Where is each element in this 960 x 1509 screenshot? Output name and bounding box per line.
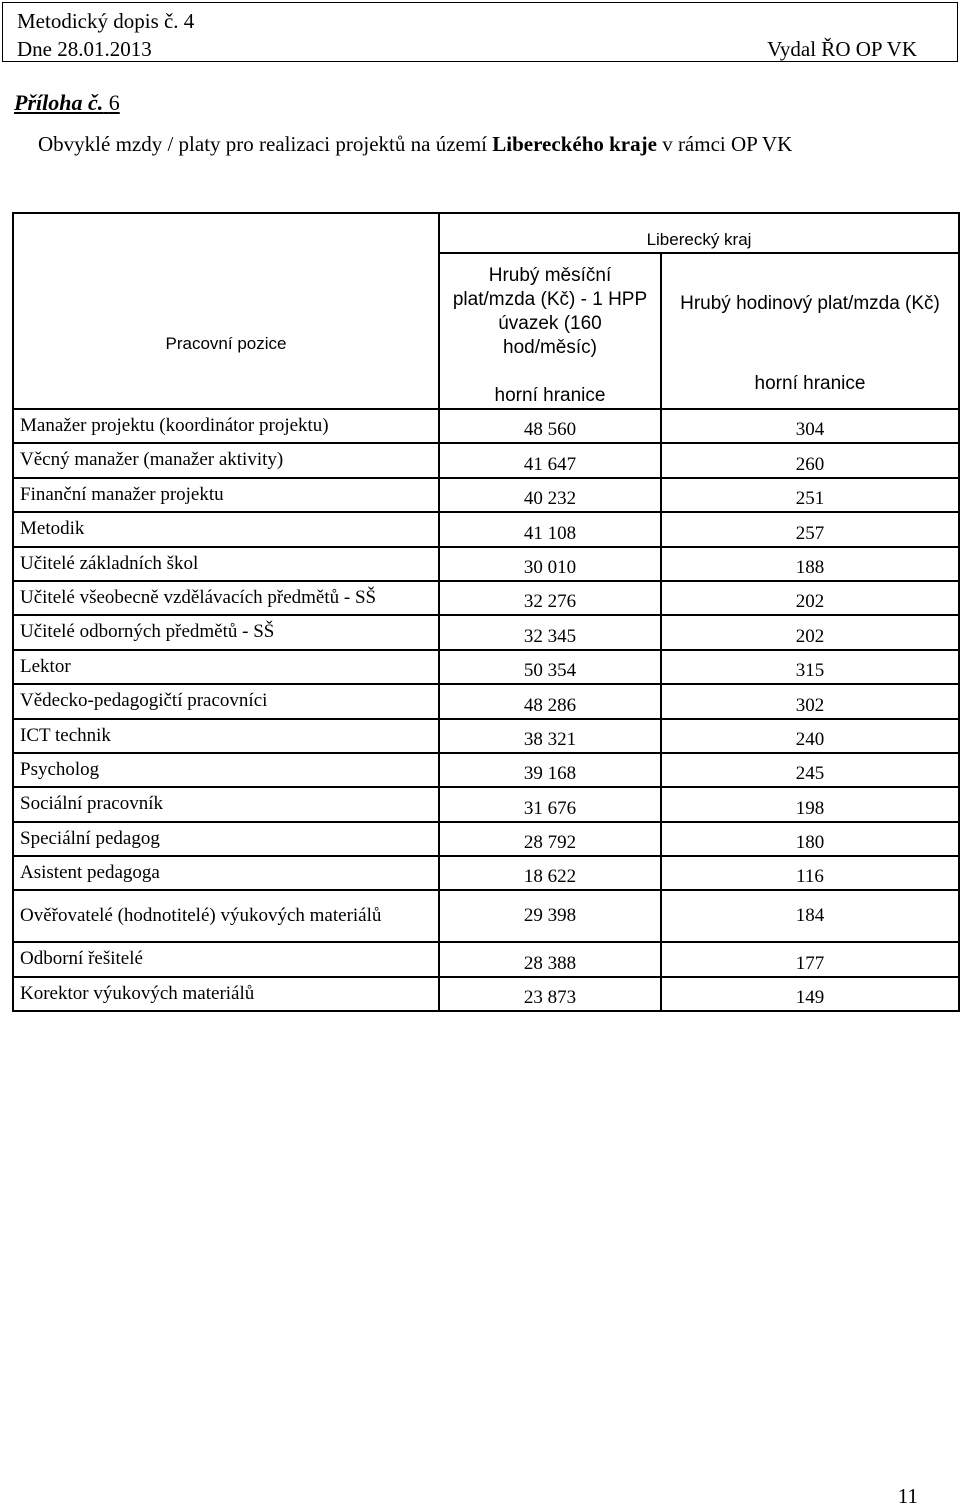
cell-position: Učitelé základních škol bbox=[13, 547, 439, 581]
cell-hourly: 251 bbox=[661, 478, 959, 512]
subtitle-prefix: Obvyklé mzdy / platy pro realizaci projektů na území bbox=[38, 132, 493, 156]
cell-hourly: 198 bbox=[661, 787, 959, 821]
doc-date: Dne 28.01.2013 bbox=[17, 37, 152, 61]
cell-position: Korektor výukových materiálů bbox=[13, 977, 439, 1011]
table-row bbox=[13, 753, 959, 787]
annex-label: Příloha č. bbox=[14, 90, 104, 115]
cell-position: Učitelé všeobecně vzdělávacích předmětů - SŠ bbox=[13, 581, 439, 615]
table-row bbox=[13, 890, 959, 942]
cell-hourly: 184 bbox=[661, 890, 959, 942]
cell-monthly: 28 792 bbox=[439, 822, 661, 856]
table-row bbox=[13, 719, 959, 753]
annex-number: 6 bbox=[108, 90, 120, 115]
cell-position: Lektor bbox=[13, 650, 439, 684]
table-row bbox=[13, 856, 959, 890]
cell-hourly: 245 bbox=[661, 753, 959, 787]
table-row bbox=[13, 787, 959, 821]
cell-hourly: 180 bbox=[661, 822, 959, 856]
table-row bbox=[13, 977, 959, 1011]
header-monthly-line2: plat/mzda (Kč) - 1 HPP bbox=[452, 289, 648, 310]
cell-position: ICT technik bbox=[13, 719, 439, 753]
table-row bbox=[13, 443, 959, 477]
cell-hourly: 116 bbox=[661, 856, 959, 890]
cell-position: Sociální pracovník bbox=[13, 787, 439, 821]
header-monthly-line4: hod/měsíc) bbox=[503, 337, 597, 358]
doc-issuer: Vydal ŘO OP VK bbox=[767, 37, 917, 61]
cell-hourly: 202 bbox=[661, 615, 959, 649]
cell-monthly: 48 286 bbox=[439, 684, 661, 718]
cell-position: Finanční manažer projektu bbox=[13, 478, 439, 512]
table-row bbox=[13, 547, 959, 581]
cell-position: Věcný manažer (manažer aktivity) bbox=[13, 443, 439, 477]
cell-monthly: 32 345 bbox=[439, 615, 661, 649]
cell-monthly: 38 321 bbox=[439, 719, 661, 753]
cell-monthly: 50 354 bbox=[439, 650, 661, 684]
cell-hourly: 315 bbox=[661, 650, 959, 684]
cell-hourly: 240 bbox=[661, 719, 959, 753]
cell-position: Ověřovatelé (hodnotitelé) výukových materiálů bbox=[13, 890, 439, 942]
doc-name: Metodický dopis č. 4 bbox=[17, 9, 195, 33]
header-region bbox=[439, 213, 959, 253]
subtitle-region: Libereckého kraje bbox=[492, 132, 657, 156]
cell-hourly: 149 bbox=[661, 977, 959, 1011]
cell-position: Vědecko-pedagogičtí pracovníci bbox=[13, 684, 439, 718]
table-row bbox=[13, 615, 959, 649]
table-row bbox=[13, 581, 959, 615]
cell-hourly: 302 bbox=[661, 684, 959, 718]
table-row bbox=[13, 409, 959, 443]
header-position bbox=[13, 213, 439, 409]
table-row bbox=[13, 478, 959, 512]
document-header bbox=[2, 2, 958, 62]
header-hourly-label: Hrubý hodinový plat/mzda (Kč) bbox=[680, 293, 940, 314]
table-row bbox=[13, 942, 959, 976]
cell-position: Psycholog bbox=[13, 753, 439, 787]
annex-title bbox=[14, 90, 120, 116]
upper-limit-monthly: horní hranice bbox=[494, 385, 606, 406]
cell-hourly: 177 bbox=[661, 942, 959, 976]
cell-monthly: 41 108 bbox=[439, 512, 661, 546]
cell-hourly: 188 bbox=[661, 547, 959, 581]
cell-monthly: 41 647 bbox=[439, 443, 661, 477]
header-hourly bbox=[661, 253, 959, 409]
cell-monthly: 28 388 bbox=[439, 942, 661, 976]
cell-monthly: 30 010 bbox=[439, 547, 661, 581]
header-monthly-line3: úvazek (160 bbox=[498, 313, 602, 334]
cell-hourly: 257 bbox=[661, 512, 959, 546]
header-region-label: Liberecký kraj bbox=[646, 230, 752, 249]
cell-monthly: 29 398 bbox=[439, 890, 661, 942]
table-row bbox=[13, 822, 959, 856]
cell-monthly: 48 560 bbox=[439, 409, 661, 443]
cell-monthly: 23 873 bbox=[439, 977, 661, 1011]
cell-hourly: 260 bbox=[661, 443, 959, 477]
salary-table bbox=[12, 212, 960, 1012]
subtitle-suffix: v rámci OP VK bbox=[656, 132, 793, 156]
cell-monthly: 32 276 bbox=[439, 581, 661, 615]
cell-monthly: 40 232 bbox=[439, 478, 661, 512]
cell-position: Speciální pedagog bbox=[13, 822, 439, 856]
page-number: 11 bbox=[897, 1484, 918, 1508]
cell-monthly: 39 168 bbox=[439, 753, 661, 787]
table-row bbox=[13, 684, 959, 718]
cell-position: Manažer projektu (koordinátor projektu) bbox=[13, 409, 439, 443]
upper-limit-hourly: horní hranice bbox=[754, 373, 866, 394]
header-monthly-line1: Hrubý měsíční bbox=[488, 265, 612, 286]
table-row bbox=[13, 650, 959, 684]
table-row bbox=[13, 512, 959, 546]
cell-monthly: 18 622 bbox=[439, 856, 661, 890]
cell-monthly: 31 676 bbox=[439, 787, 661, 821]
cell-position: Asistent pedagoga bbox=[13, 856, 439, 890]
header-monthly bbox=[439, 253, 661, 409]
cell-hourly: 304 bbox=[661, 409, 959, 443]
cell-position: Metodik bbox=[13, 512, 439, 546]
header-position-label: Pracovní pozice bbox=[165, 334, 287, 353]
cell-position: Učitelé odborných předmětů - SŠ bbox=[13, 615, 439, 649]
cell-position: Odborní řešitelé bbox=[13, 942, 439, 976]
page-subtitle bbox=[38, 132, 792, 157]
cell-hourly: 202 bbox=[661, 581, 959, 615]
